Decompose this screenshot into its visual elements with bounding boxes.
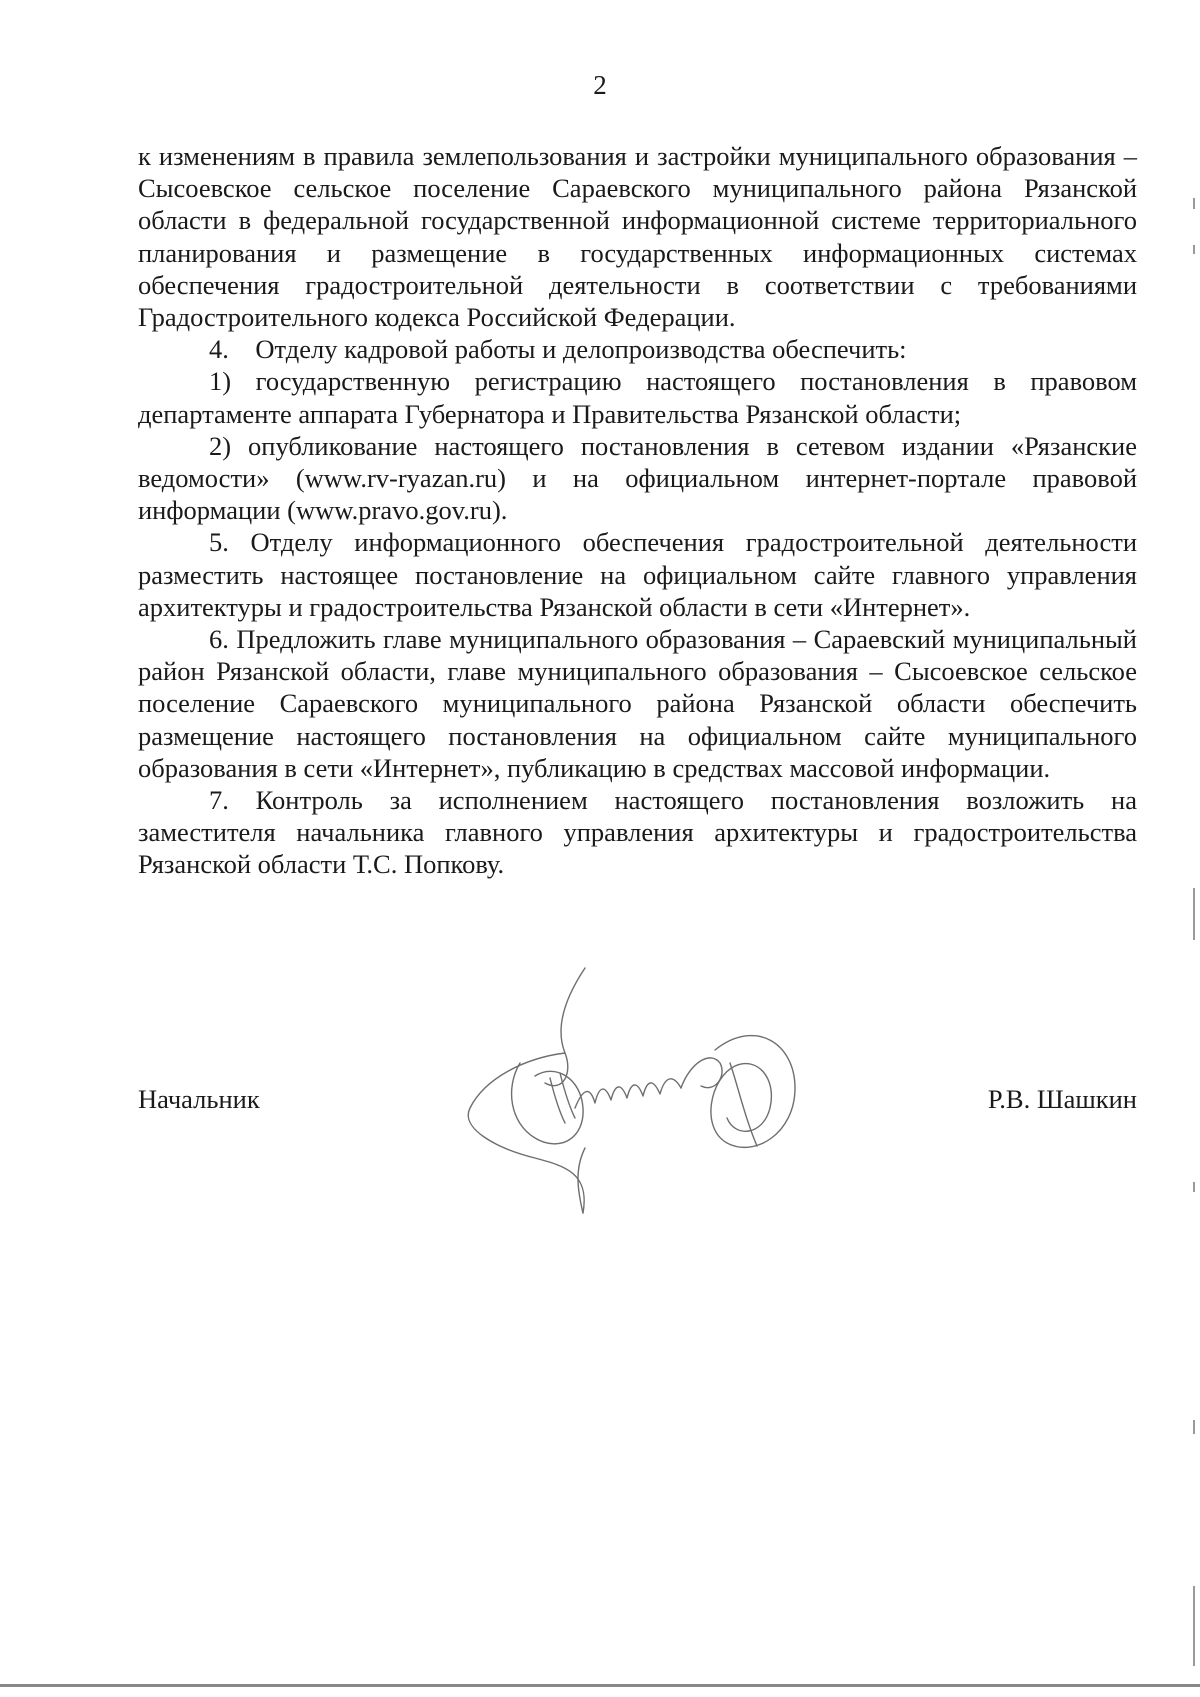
paragraph-subitem-1: 1) государственную регистрацию настоящего постановления в правовом департаменте аппарата Губернатора и Правительства Рязанской области; <box>138 366 1137 429</box>
document-body <box>138 140 1137 881</box>
paragraph-item-7: 7. Контроль за исполнением настоящего постановления возложить на заместителя начальника главного управления архитектуры и градостроительства Рязанской области Т.С. Попкову. <box>138 785 1137 880</box>
scan-edge-mark <box>1193 245 1195 254</box>
scan-edge-mark <box>1193 1420 1195 1434</box>
paragraph-continuation: к изменениям в правила землепользования и застройки муниципального образования – Сысоевское сельское поселение Сараевского муниципального района Рязанской области в федеральной государственной информационной системе территориального планирования и размещение в государственных информационных системах обеспечения градостроительной деятельности в соответствии с требованиями Градостроительного кодекса Российской Федерации. <box>138 141 1137 333</box>
page-number: 2 <box>593 70 607 100</box>
signatory-name: Р.В. Шашкин <box>987 1084 1137 1114</box>
paragraph-item-5: 5. Отделу информационного обеспечения градостроительной деятельности разместить настоящее постановление на официальном сайте главного управления архитектуры и градостроительства Рязанской области в сети «Интернет». <box>138 527 1137 622</box>
scan-edge-mark <box>1193 198 1195 209</box>
signatory-position: Начальник <box>138 1084 260 1114</box>
scan-bottom-edge <box>0 1684 1200 1687</box>
scan-edge-mark <box>1193 1182 1195 1192</box>
scan-edge-mark <box>1193 888 1195 940</box>
signature-block <box>138 1083 1137 1123</box>
scan-edge-mark <box>1193 1586 1195 1666</box>
paragraph-item-4: 4. Отделу кадровой работы и делопроизводства обеспечить: <box>209 334 907 365</box>
paragraph-item-6: 6. Предложить главе муниципального образования – Сараевский муниципальный район Рязанской области, главе муниципального образования – Сысоевское сельское поселение Сараевского муниципального района Рязанской области обеспечить размещение настоящего постановления на официальном сайте муниципального образования в сети «Интернет», публикацию в средствах массовой информации. <box>138 624 1137 783</box>
paragraph-subitem-2: 2) опубликование настоящего постановления в сетевом издании «Рязанские ведомости» (www.rv-ryazan.ru) и на официальном интернет-портале правовой информации (www.pravo.gov.ru). <box>138 430 1137 526</box>
